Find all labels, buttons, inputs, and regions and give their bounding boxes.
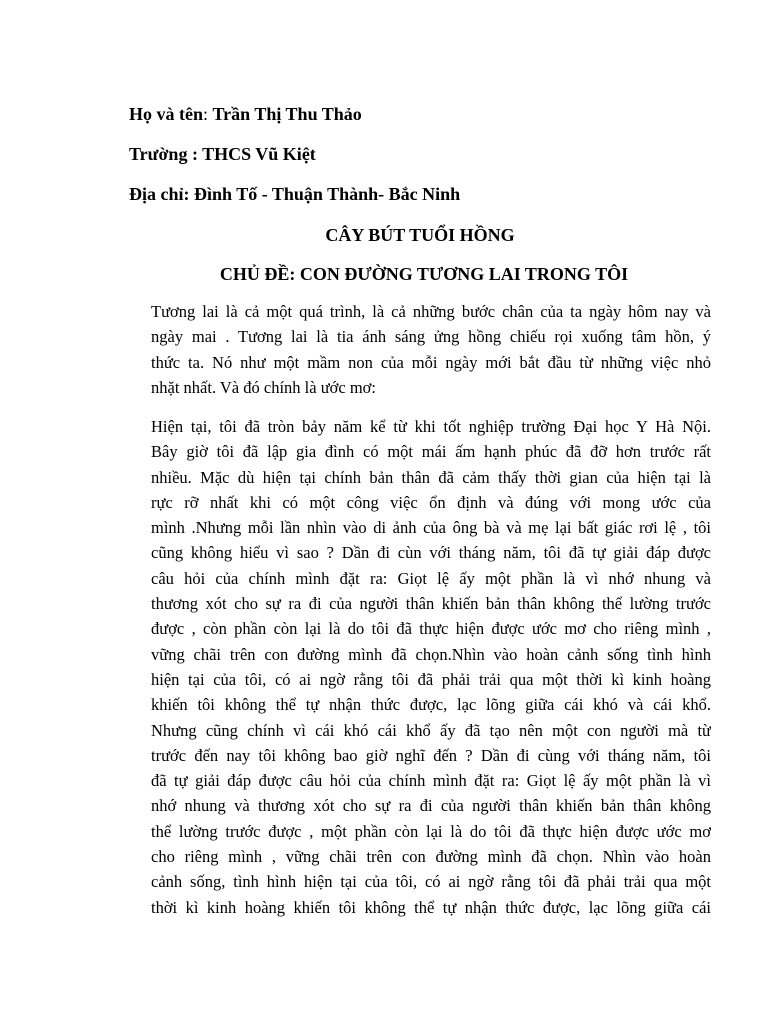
body-line: Bây giờ tôi đã lập gia đình có một mái ấm hạnh phúc đã đỡ hơn trước rất [151,442,711,462]
body-line: vững chãi trên con đường mình đã chọn.Nhìn vào hoàn cảnh sống tình hình [151,644,711,664]
intro-line: nhặt nhất. Và đó chính là ước mơ: [151,377,376,397]
body-line: cảnh sống, tình hình hiện tại của tôi, có ai ngờ rằng tôi đã phải trải qua một [151,872,711,892]
body-line: nhiều. Mặc dù hiện tại chính bản thân đã cảm thấy thời gian của hiện tại là [151,467,711,487]
address-label: Địa chỉ: [129,184,194,204]
body-line: thương xót cho sự ra đi của người thân khiến bản thân không thể lường trước [151,594,711,614]
body-line: khiến tôi không thể tự nhận thức được, lạc lõng giữa cái khó và cái khổ. [151,695,711,715]
body-line: mình .Nhưng mỗi lần nhìn vào di ảnh của ông bà và mẹ lại bất giác rơi lệ , tôi [151,518,711,538]
author-name-value: Trần Thị Thu Thảo [212,104,362,124]
intro-line: thức ta. Nó như một mầm non của mỗi ngày mới bắt đầu từ những việc nhỏ [151,352,711,372]
essay-theme: CHỦ ĐỀ: CON ĐƯỜNG TƯƠNG LAI TRONG TÔI [219,264,629,284]
address-line [129,182,729,206]
school-value: THCS Vũ Kiệt [202,144,316,164]
author-name-line [129,102,729,126]
body-line: Hiện tại, tôi đã tròn bảy năm kể từ khi tốt nghiệp trường Đại học Y Hà Nội. [151,417,711,436]
author-name-label: Họ và tên [129,104,203,124]
school-line [129,142,729,166]
author-name-separator: : [203,104,213,124]
body-line: câu hỏi của chính mình đặt ra: Giọt lệ ấy một phần là vì nhớ nhung và [151,568,711,588]
school-label: Trường : [129,144,203,164]
body-line: nhớ nhung và thương xót cho sự ra đi của người thân khiến bản thân không [151,796,711,816]
body-line: hiện tại của tôi, có ai ngờ rằng tôi đã phải trải qua một thời kì kinh hoàng [151,669,711,689]
body-line: Nhưng cũng chính vì cái khó cái khổ ấy đã tạo nên một con người mà từ [151,720,711,740]
body-line: thời kì kinh hoàng khiến tôi không thể tự nhận thức được, lạc lõng giữa cái [151,897,711,917]
body-paragraph [151,414,711,920]
body-line: trước đến nay tôi không bao giờ nghĩ đến ? Dần đi cùng với tháng năm, tôi [151,745,711,765]
intro-paragraph [151,299,711,400]
address-value: Đình Tố - Thuận Thành- Bắc Ninh [194,184,461,204]
body-line: được , còn phần còn lại là do tôi đã thực hiện được ước mơ cho riêng mình , [151,619,711,639]
essay-title: CÂY BÚT TUỔI HỒNG [325,225,515,245]
body-line: thể lường trước được , một phần còn lại là do tôi đã thực hiện được ước mơ [151,821,711,841]
body-line: đã tự giải đáp được câu hỏi của chính mình đặt ra: Giọt lệ ấy một phần là vì [151,771,711,791]
body-line: rực rỡ nhất khi có một công việc ổn định và đúng với mong ước của [151,492,711,512]
intro-line: ngày mai . Tương lai là tia ánh sáng ửng hồng chiếu rọi xuống tâm hồn, ý [151,327,711,347]
body-line: cho riêng mình , vững chãi trên con đường mình đã chọn. Nhìn vào hoàn [151,847,711,867]
intro-line: Tương lai là cả một quá trình, là cả những bước chân của ta ngày hôm nay và [151,302,711,321]
body-line: cũng không hiểu vì sao ? Dần đi cùn với tháng năm, tôi đã tự giải đáp được [151,543,711,563]
